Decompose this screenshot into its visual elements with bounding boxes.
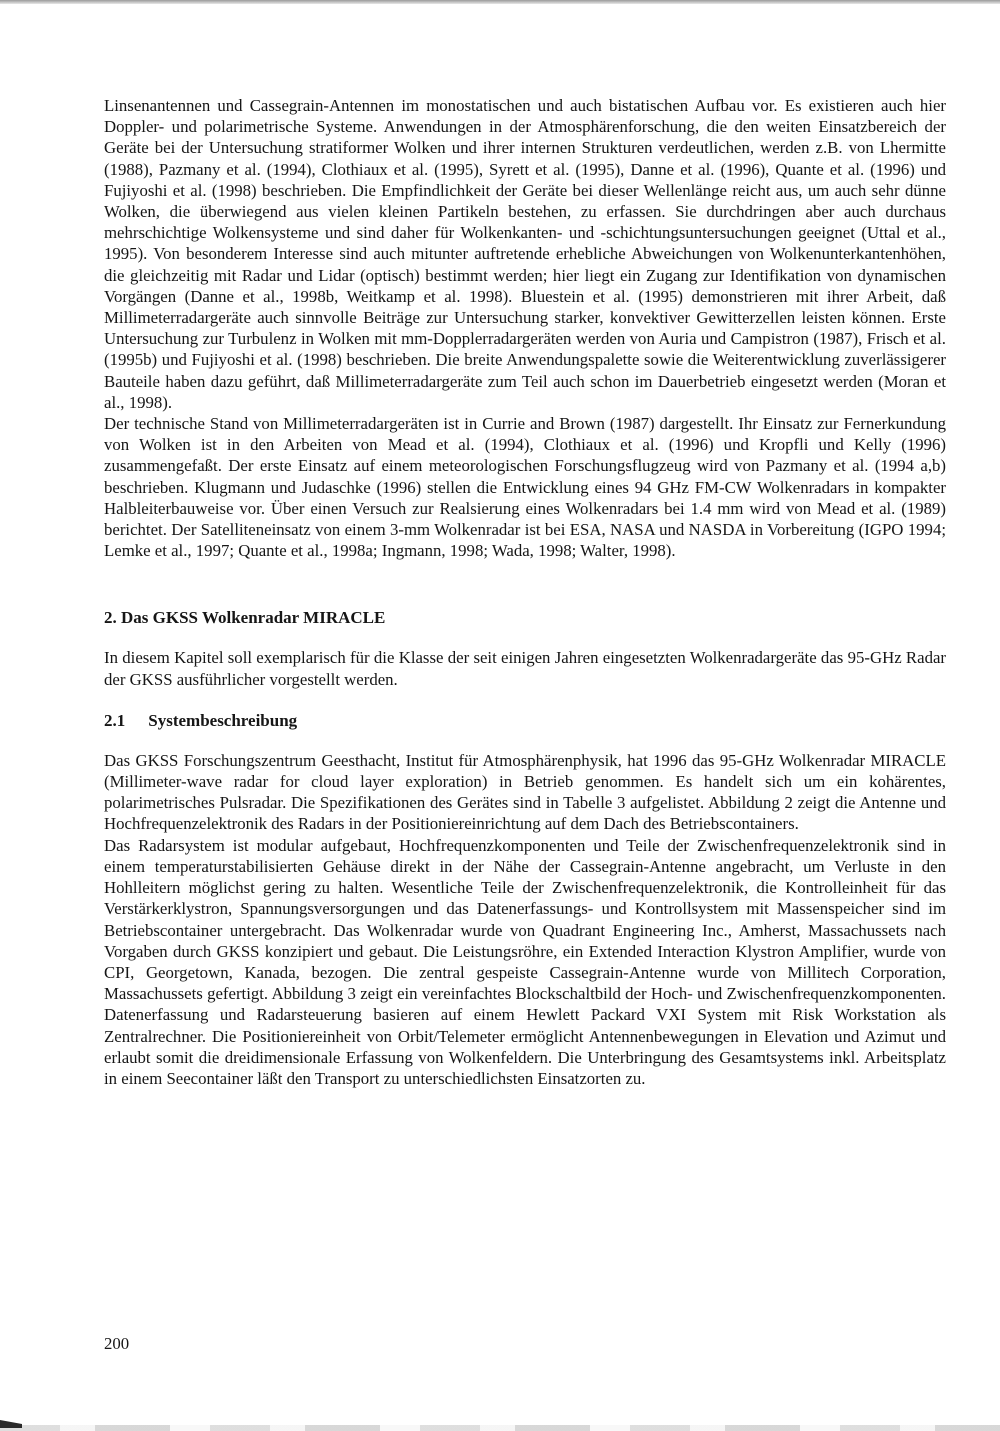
paragraph-system-2: Das Radarsystem ist modular aufgebaut, Hochfrequenzkomponenten und Teile der Zwischenfrequenzelektronik sind in einem temperaturstabilisierten Gehäuse direkt in der Nähe der Cassegrain-Antenne angebracht, um Verluste in den Hohlleitern möglichst gering zu halten. Wesentliche Teile der Zwischenfrequenzelektronik, die Kontrolleinheit für das Verstärkerklystron, Spannungsversorgungen und das Datenerfassungs- und Kontrollsystem mit Massenspeicher sind im Betriebscontainer untergebracht. Das Wolkenradar wurde von Quadrant Engineering Inc., Amherst, Massachussets nach Vorgaben durch GKSS konzipiert und gebaut. Die Leistungsröhre, ein Extended Interaction Klystron Amplifier, wurde von CPI, Georgetown, Kanada, bezogen. Die zentral gespeiste Cassegrain-Antenne wurde von Millitech Corporation, Massachussets gefertigt. Abbildung 3 zeigt ein vereinfachtes Blockschaltbild der Hoch- und Zwischenfrequenzkomponenten. Datenerfassung und Radarsteuerung basieren auf einem Hewlett Packard VXI System mit Risk Workstation als Zentralrechner. Die Positioniereinheit von Orbit/Telemeter ermöglicht Antennenbewegungen in Elevation und Azimut und erlaubt somit die dreidimensionale Erfassung von Wolkenfeldern. Die Unterbringung des Gesamtsystems inkl. Arbeitsplatz in einem Seecontainer läßt den Transport zu unterschiedlichsten Einsatzorten zu. (104, 835, 946, 1088)
spacer (104, 732, 946, 750)
spacer (104, 690, 946, 710)
scan-edge-top (0, 0, 1000, 4)
subsection-number: 2.1 (104, 710, 126, 730)
section-2-text: In diesem Kapitel soll exemplarisch für die Klasse der seit einigen Jahren eingesetzten Wolkenradargeräte das 95-GHz Radar der GKSS ausführlicher vorgestellt werden. (104, 648, 946, 689)
section-heading-2 (104, 607, 946, 629)
paragraph-intro-2: Der technische Stand von Millimeterradargeräten ist in Currie and Brown (1987) dargestellt. Ihr Einsatz zur Fernerkundung von Wolken ist in den Arbeiten von Mead et al. (1994), Clothiaux et al. (1996) und Kropfli und Kelly (1996) zusammengefaßt. Der erste Einsatz auf einem meteorologischen Forschungsflugzeug wird von Pazmany et al. (1994 a,b) beschrieben. Klugmann und Judaschke (1996) stellen die Entwicklung eines 94 GHz FM-CW Wolkenradars in kompakter Halbleiterbauweise vor. Über einen Versuch zur Realsierung eines Wolkenradars bei 1.4 mm wird von Mead et al. (1989) berichtet. Der Satelliteneinsatz von einem 3-mm Wolkenradar ist bei ESA, NASA und NASDA in Vorbereitung (IGPO 1994; Lemke et al., 1997; Quante et al., 1998a; Ingmann, 1998; Wada, 1998; Walter, 1998). (104, 414, 946, 561)
section-heading-2-1 (104, 710, 946, 732)
section-title: Das GKSS Wolkenradar MIRACLE (121, 608, 386, 628)
scan-mark (0, 1418, 22, 1428)
spacer (104, 629, 946, 647)
paragraph-system-1: Das GKSS Forschungszentrum Geesthacht, Institut für Atmosphärenphysik, hat 1996 das 95-GHz Wolkenradar MIRACLE (Millimeter-wave radar for cloud layer exploration) in Betrieb genommen. Es handelt sich um ein kohärentes, polarimetrisches Pulsradar. Die Spezifikationen des Gerätes sind in Tabelle 3 aufgelistet. Abbildung 2 zeigt die Antenne und Hochfrequenzelektronik des Radars in der Positioniereinrichtung auf dem Dach des Betriebscontainers. (104, 750, 946, 834)
section-number: 2. (104, 608, 117, 628)
spacer (104, 561, 946, 607)
scan-edge-bottom (0, 1425, 1000, 1431)
page-number: 200 (104, 1334, 130, 1353)
subsection-title: Systembeschreibung (148, 710, 298, 730)
paragraph-intro-1: Linsenantennen und Cassegrain-Antennen im monostatischen und auch bistatischen Aufbau vor. Es existieren auch hier Doppler- und polarimetrische Systeme. Anwendungen in der Atmosphärenforschung, die den weiten Einsatzbereich der Geräte bei der Untersuchung stratiformer Wolken und ihrer internen Strukturen verdeutlichen, werden z.B. von Lhermitte (1988), Pazmany et al. (1994), Clothiaux et al. (1995), Syrett et al. (1995), Danne et al. (1996), Quante et al. (1996) und Fujiyoshi et al. (1998) beschrieben. Die Empfindlichkeit der Geräte bei dieser Wellenlänge reicht aus, um auch sehr dünne Wolken, die überwiegend aus vielen kleinen Partikeln bestehen, zu erfassen. Sie durchdringen aber auch durchaus mehrschichtige Wolkensysteme und sind daher für Wolkenkanten- und -schichtungsuntersuchungen geeignet (Uttal et al., 1995). Von besonderem Interesse sind auch mitunter auftretende erhebliche Abweichungen von Wolkenunterkantenhöhen, die gleichzeitig mit Radar und Lidar (optisch) bestimmt werden; hier liegt ein Zugang zur Identifikation von dynamischen Vorgängen (Danne et al., 1998b, Weitkamp et al. 1998). Bluestein et al. (1995) demonstrieren mit ihrer Arbeit, daß Millimeterradargeräte auch sinnvolle Beiträge zur Untersuchung starker, konvektiver Gewitterzellen leisten können. Erste Untersuchung zur Turbulenz in Wolken mit mm-Dopplerradargeräten werden von Auria und Campistron (1987), Frisch et al. (1995b) und Fujiyoshi et al. (1998) beschrieben. Die breite Anwendungspalette sowie die Weiterentwicklung zuverlässigerer Bauteile haben dazu geführt, daß Millimeterradargeräte zum Teil auch schon im Dauerbetrieb eingesetzt werden (Moran et al., 1998). (104, 96, 946, 412)
page-body (104, 95, 946, 1089)
